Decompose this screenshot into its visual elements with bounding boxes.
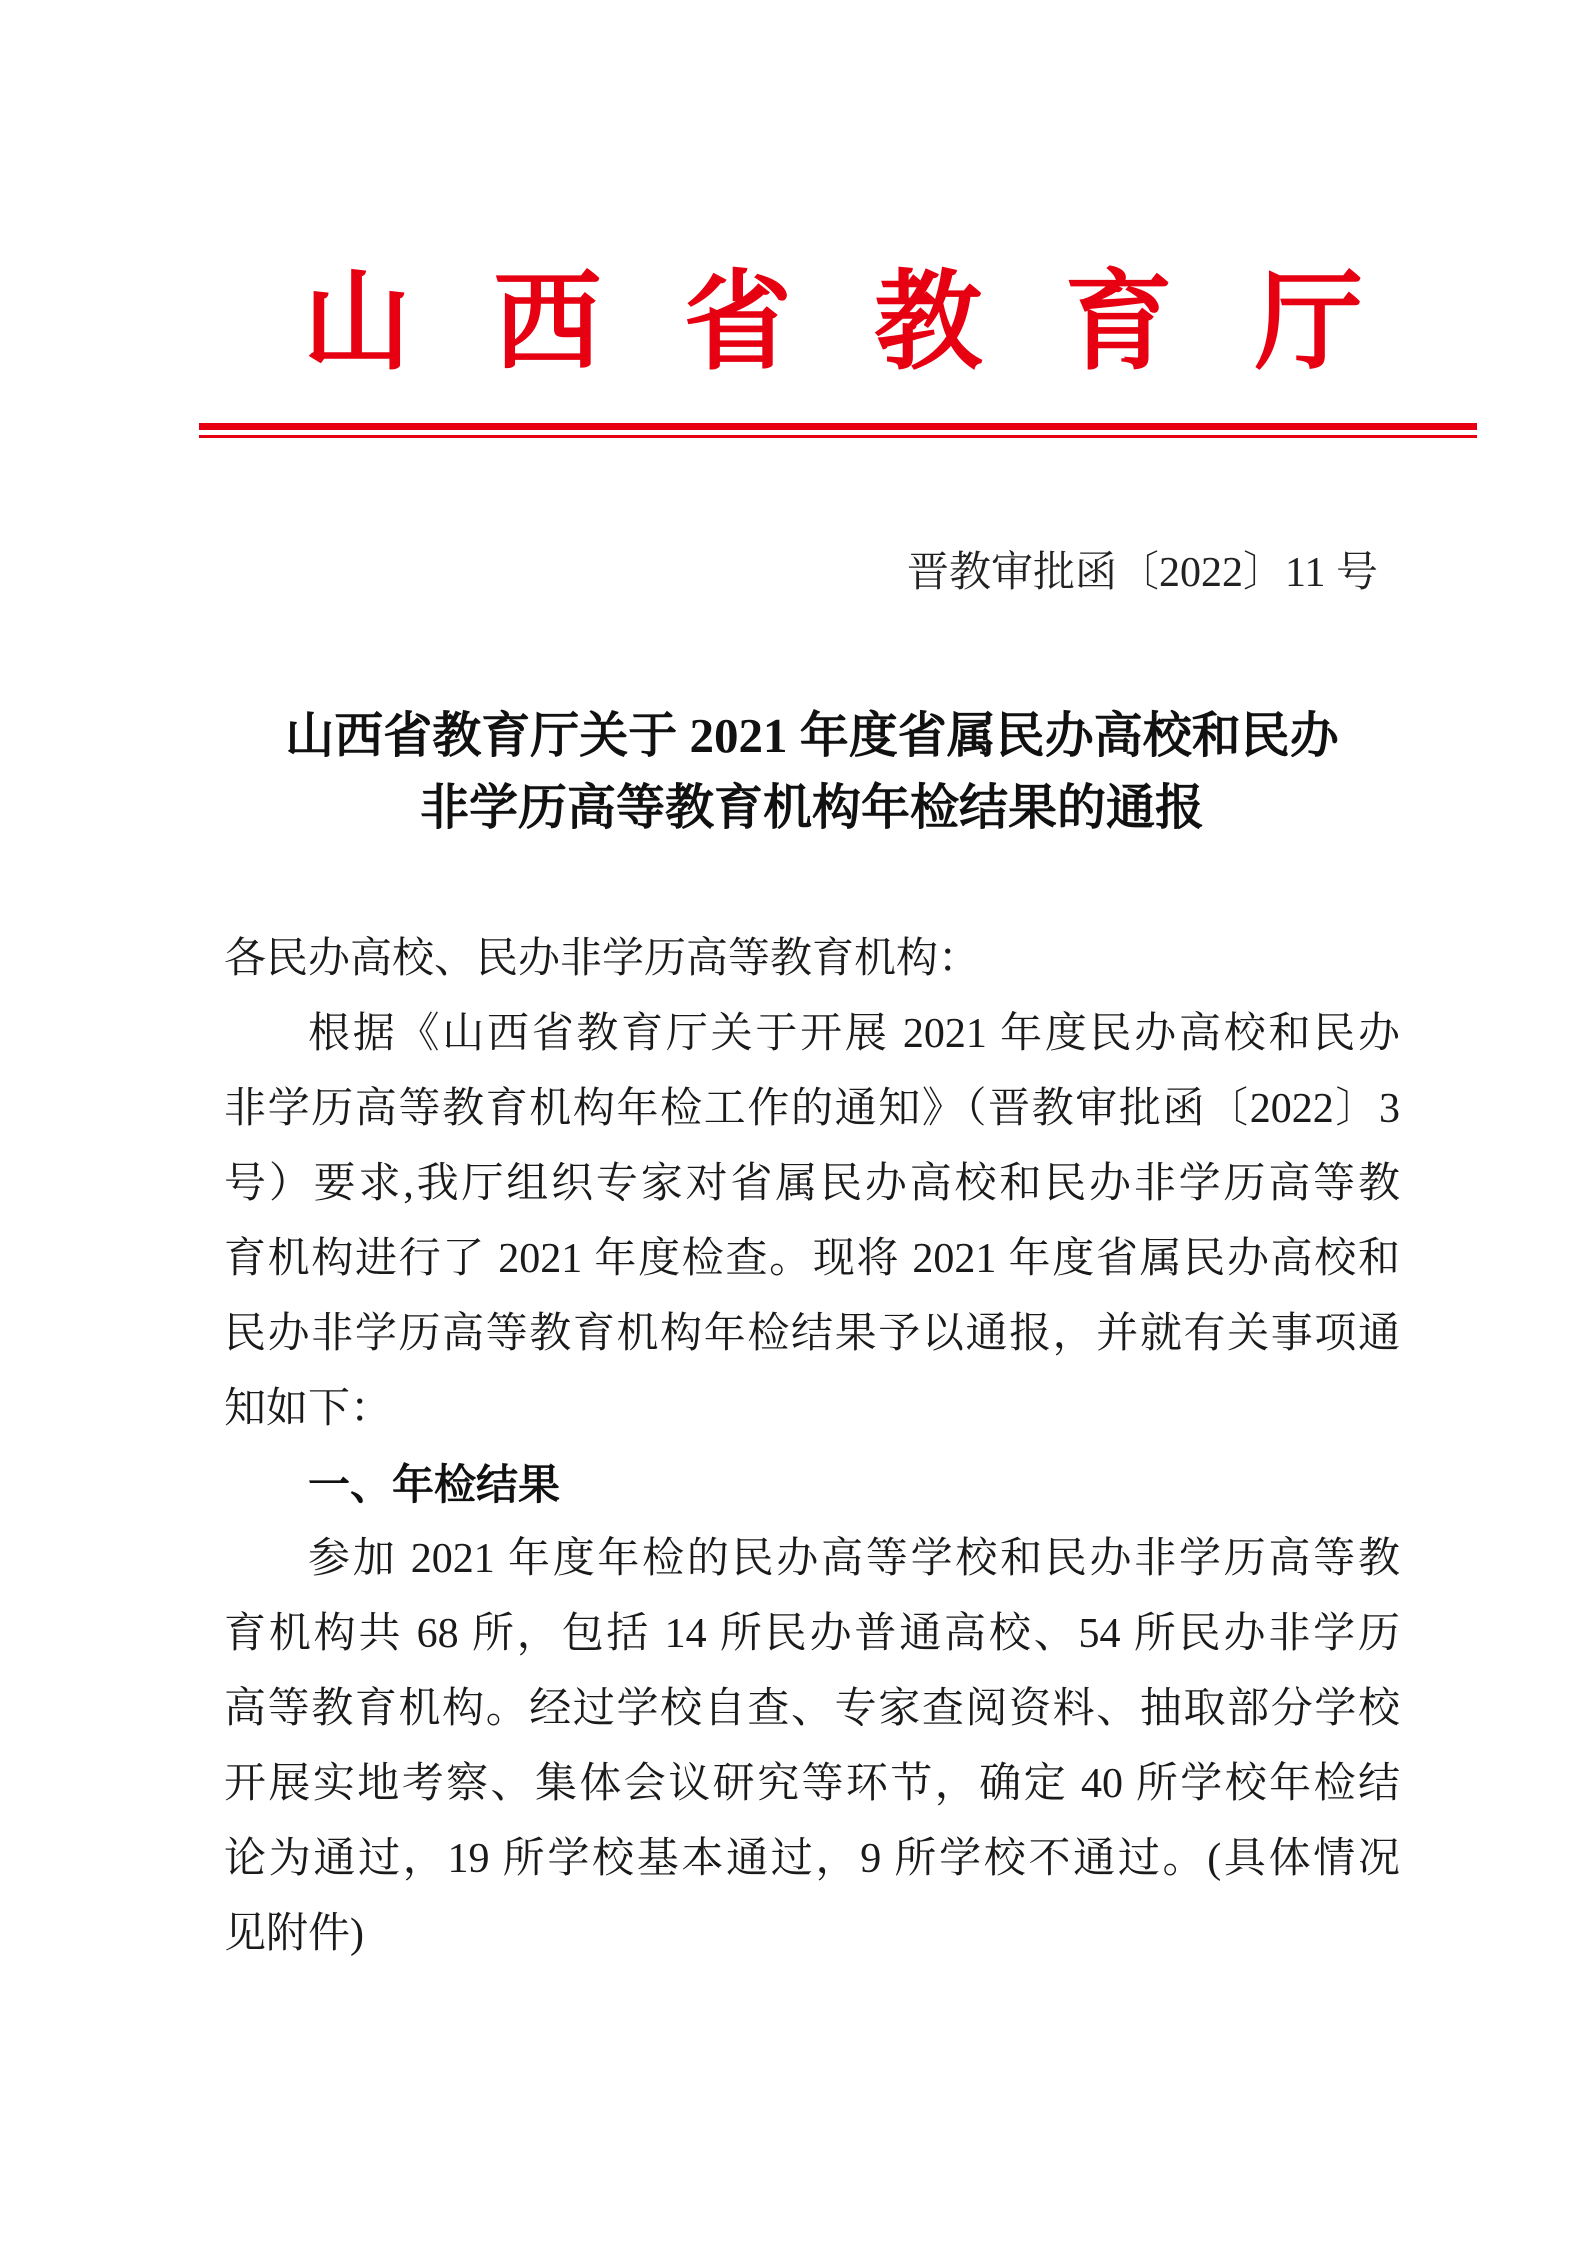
section-1-line: 见附件) (224, 1911, 364, 1957)
paragraph-1-line: 非学历高等教育机构年检工作的通知》（晋教审批函〔2022〕3 (224, 1086, 1400, 1132)
section-1-line: 参加 2021 年度年检的民办高等学校和民办非学历高等教 (308, 1536, 1400, 1582)
paragraph-1-line: 民办非学历高等教育机构年检结果予以通报，并就有关事项通 (224, 1311, 1400, 1357)
paragraph-1-line: 号）要求,我厅组织专家对省属民办高校和民办非学历高等教 (224, 1161, 1400, 1207)
document-body (224, 922, 1400, 1972)
notice-title (224, 700, 1400, 844)
section-1-line: 开展实地考察、集体会议研究等环节，确定 40 所学校年检结 (224, 1761, 1400, 1807)
section-1-line: 论为通过，19 所学校基本通过，9 所学校不通过。(具体情况 (224, 1836, 1400, 1882)
section-1-line: 高等教育机构。经过学校自查、专家查阅资料、抽取部分学校 (224, 1686, 1400, 1732)
document-number: 晋教审批函〔2022〕11 号 (907, 550, 1378, 596)
notice-title-line-2: 非学历高等教育机构年检结果的通报 (419, 780, 1204, 835)
notice-title-line-1: 山西省教育厅关于 2021 年度省属民办高校和民办 (285, 708, 1339, 763)
letterhead-org-name: 山西省教育厅 (303, 259, 1363, 385)
paragraph-1-line: 根据《山西省教育厅关于开展 2021 年度民办高校和民办 (308, 1011, 1400, 1057)
salutation: 各民办高校、民办非学历高等教育机构： (224, 936, 981, 982)
paragraph-1-line: 育机构进行了 2021 年度检查。现将 2021 年度省属民办高校和 (224, 1236, 1400, 1282)
letterhead-red-rule-thin (199, 435, 1477, 438)
section-1-line: 育机构共 68 所，包括 14 所民办普通高校、54 所民办非学历 (224, 1611, 1400, 1657)
section-1-heading: 一、年检结果 (308, 1461, 561, 1508)
letterhead-red-rule-thick (199, 423, 1477, 430)
paragraph-1-line: 知如下： (224, 1386, 393, 1432)
